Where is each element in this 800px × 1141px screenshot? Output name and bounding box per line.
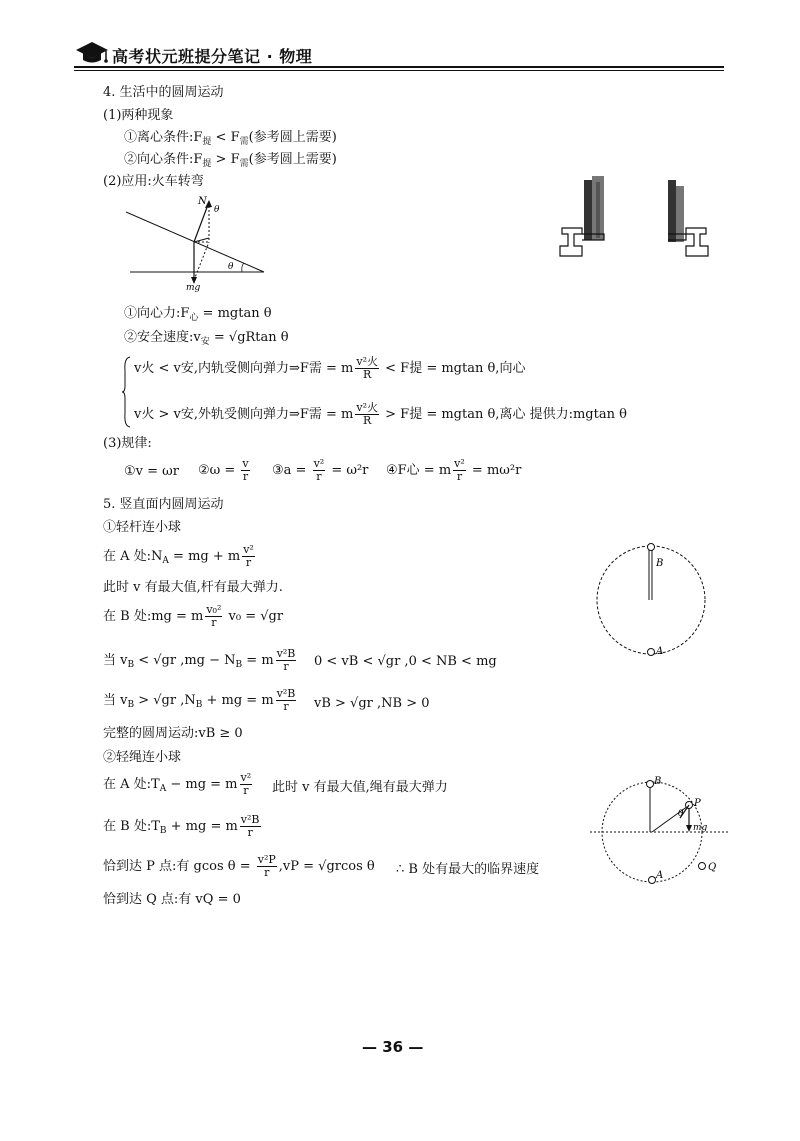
rope-P-label: P [694, 798, 701, 809]
rod-case-low-range: 0 < vB < √gr ,0 < NB < mg [314, 654, 497, 669]
rod-at-B: 在 B 处:mg = m $\frac{\text{v₀²}}{r}$ v₀ = √gr [103, 603, 284, 629]
rope-A-label: A [656, 870, 664, 881]
graduation-cap-icon [74, 38, 110, 66]
rope-reach-Q: 恰到达 Q 点:有 vQ = 0 [103, 892, 241, 907]
rule-2: ②ω = $\frac{v}{r}$ [198, 457, 249, 483]
rope-at-B: 在 B 处$:T_B$ + mg = m $\frac{\text{v²B}}{r}$ [103, 813, 260, 839]
case-brace [121, 356, 131, 428]
safe-speed-formula: ②安全速度$:v_安 = √gRtan$ θ [124, 330, 289, 347]
rope-heading: ②轻绳连小球 [103, 750, 182, 765]
rule-3: ③a = $\frac{\text{v²}}{r}$ = ω²r [272, 457, 369, 483]
rope-P-conclusion: ∴ B 处有最大的临界速度 [396, 862, 540, 877]
incline-theta-top: θ [214, 205, 220, 215]
rod-note: 此时 v 有最大值,杆有最大弹力. [103, 580, 283, 595]
rod-A-label: A [656, 646, 664, 657]
header-rule [74, 66, 724, 68]
centrifugal-condition: ①离心条件$:F_提 < F_需$(参考圆上需要) [124, 130, 337, 147]
s4-application-heading: (2)应用:火车转弯 [103, 174, 204, 189]
rod-at-A: 在 A 处$:N_A$ = mg + m $\frac{\text{v²}}{r}$ [103, 543, 254, 569]
centripetal-condition: ②向心条件$:F_提 > F_需$(参考圆上需要) [124, 152, 337, 169]
incline-N-label: N [198, 196, 207, 207]
rule-1: ①v = ωr [124, 464, 179, 479]
incline-mg-label: mg [186, 283, 201, 292]
rod-B-label: B [656, 558, 664, 569]
rope-Q-label: Q [708, 862, 717, 873]
s4-phenomena-heading: (1)两种现象 [103, 108, 174, 123]
inner-rail-case: v火 < v安,内轨受侧向弹力⇒F需 = m $\frac{\text{v²火}}{R}$ < F提 = mgtan θ,向心 [134, 355, 526, 381]
rail-cross-section-diagram [556, 172, 726, 264]
section4-title: 4. 生活中的圆周运动 [103, 85, 224, 100]
rod-case-high-range: vB > √gr ,NB > 0 [314, 696, 430, 711]
rod-case-high: 当 $v_B > √gr$ $,N_B$ + mg = m $\frac{\text{v²B}}{r}$ [103, 687, 296, 713]
rope-reach-P: 恰到达 P 点:有 gcos θ = $\frac{\text{v²P}}{r}$ ,vP = √grcos θ [103, 853, 375, 879]
s4-rules-heading: (3)规律: [103, 436, 152, 451]
rod-case-low: 当 $v_B < √gr$ $,mg - N_B = m$ $\frac{\text{v²B}}{r}$ [103, 647, 296, 673]
section5-title: 5. 竖直面内圆周运动 [103, 497, 224, 512]
page-header [74, 36, 724, 70]
rope-at-A: 在 A 处$:T_A$ − mg = m $\frac{\text{v²}}{r}$ [103, 771, 252, 797]
rope-circle-diagram [590, 772, 730, 890]
rope-A-note: 此时 v 有最大值,绳有最大弹力 [272, 780, 448, 795]
rod-circle-diagram [594, 540, 708, 662]
train-incline-diagram [124, 192, 274, 292]
rope-mg-label: mg [693, 823, 708, 833]
rod-complete-condition: 完整的圆周运动:vB ≥ 0 [103, 726, 243, 741]
rod-heading: ①轻杆连小球 [103, 520, 182, 535]
incline-theta-bottom: θ [228, 262, 234, 272]
header-rule-thin [74, 70, 724, 71]
outer-rail-case: v火 > v安,外轨受侧向弹力⇒F需 = m $\frac{\text{v²火}}{R}$ > F提 = mgtan θ,离心 提供力:mgtan θ [134, 401, 627, 427]
rope-theta-label: θ [678, 809, 684, 819]
rope-B-label: B [654, 776, 662, 787]
rule-4: ④F心 = m $\frac{\text{v²}}{r}$ = mω²r [386, 457, 522, 483]
centripetal-force-formula: ①向心力$:F_心 = mgtan$ θ [124, 306, 272, 323]
page-number: — 36 — [362, 1038, 424, 1056]
header-title: 高考状元班提分笔记 · 物理 [112, 47, 313, 66]
